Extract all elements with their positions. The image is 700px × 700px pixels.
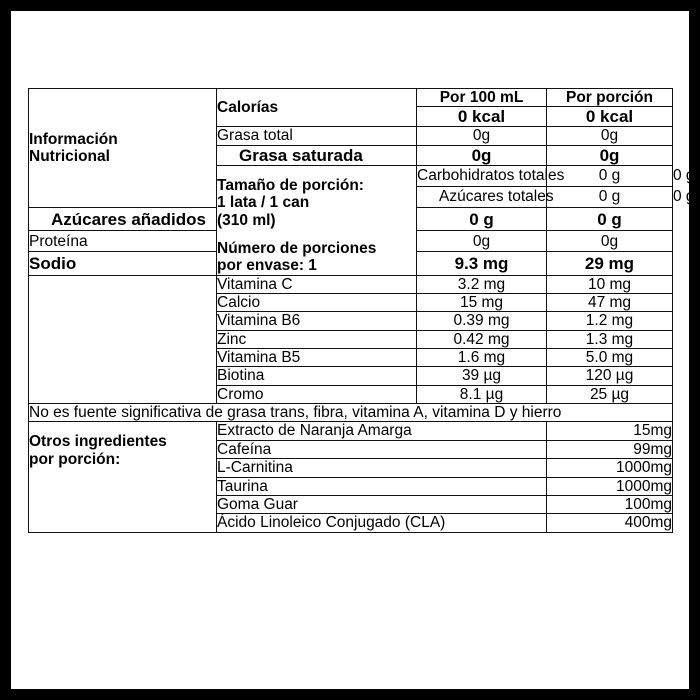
nutrient-name: Carbohidratos totales [417,165,547,186]
ingredient-amount: 100mg [547,495,673,513]
nutrient-per-serving: 0g [547,145,673,165]
nutrient-per-100ml: 8.1 µg [417,385,547,403]
ingredient-name: Taurina [217,477,547,495]
ingredient-name: Goma Guar [217,495,547,513]
ingredient-amount: 1000mg [547,477,673,495]
nutrient-name: Proteína [29,231,217,252]
nutrient-name: Azúcares añadidos [29,208,217,231]
nutrient-name: Grasa total [217,127,417,145]
nutrient-name: Calcio [217,293,417,311]
other-ingredients-line1: Otros ingredientes [29,433,167,451]
ingredient-amount: 400mg [547,514,673,532]
nutrient-per-serving: 1.2 mg [547,312,673,330]
nutrient-per-100ml: 0 g [547,186,673,207]
nutrient-name: Grasa saturada [217,145,417,165]
ingredient-name: Cafeína [217,440,547,458]
table-row: Tamaño de porción: 1 lata / 1 can (310 ml) Número de porciones por envase: 1 Carbohidratos totales 0 g 0 g [217,167,695,275]
column-header-per-100ml: Por 100 mL [417,89,547,107]
calories-per-100ml: 0 kcal [417,107,547,127]
nutrient-name: Sodio [29,252,217,275]
servings-per-container-line2: por envase: 1 [217,257,317,275]
ingredient-name: Extracto de Naranja Amarga [217,422,547,440]
serving-size-label: Tamaño de porción: [217,176,364,194]
nutrient-per-serving: 0g [547,127,673,145]
nutrient-per-100ml: 0 g [417,208,547,231]
nutrient-per-100ml: 0.39 mg [417,312,547,330]
nutrient-name: Cromo [217,385,417,403]
serving-info-cell [217,165,417,275]
disclaimer-text: No es fuente significativa de grasa trans, fibra, vitamina A, vitamina D y hierro [29,404,673,422]
nutrient-per-serving: 0g [547,231,673,252]
servings-per-container-line1: Número de porciones [217,239,377,257]
nutrient-per-serving: 10 mg [547,275,673,293]
calories-per-serving: 0 kcal [547,107,673,127]
nutrient-name: Vitamina C [217,275,417,293]
other-ingredients-line2: por porción: [29,450,121,468]
column-header-per-serving: Por porción [547,89,673,107]
ingredient-amount: 15mg [547,422,673,440]
nutrition-facts-table [28,88,695,533]
ingredient-amount: 99mg [547,440,673,458]
nutrient-per-serving: 1.3 mg [547,330,673,348]
ingredient-amount: 1000mg [547,459,673,477]
table-row [29,275,673,293]
other-ingredients-cell [29,422,217,532]
nutrient-name: Vitamina B6 [217,312,417,330]
nutrition-title-cell [29,89,217,208]
nutrient-per-serving: 5.0 mg [547,349,673,367]
nutrient-per-serving: 25 µg [547,385,673,403]
nutrient-per-100ml: 0 g [547,165,673,186]
blank-left-cell [29,275,217,404]
nutrient-per-100ml: 0.42 mg [417,330,547,348]
serving-size-volume: (310 ml) [217,211,276,229]
nutrient-per-100ml: 9.3 mg [417,252,547,275]
nutrient-per-serving: 120 µg [547,367,673,385]
nutrient-per-serving: 29 mg [547,252,673,275]
table-row-ingredient [29,422,673,440]
table-row: Azúcares totales 0 g 0 g [29,186,673,207]
nutrient-name: Azúcares totales [417,186,547,207]
nutrition-facts-panel [28,88,695,533]
spacer [217,229,416,240]
nutrition-title-line2: Nutricional [29,148,110,166]
calories-label: Calorías [217,89,417,127]
nutrient-name: Biotina [217,367,417,385]
ingredient-name: Ácido Linoleico Conjugado (CLA) [217,514,547,532]
nutrient-name: Zinc [217,330,417,348]
table-row-header-units [29,89,673,107]
serving-size-value: 1 lata / 1 can [217,194,310,212]
nutrient-name: Vitamina B5 [217,349,417,367]
nutrient-per-serving: 47 mg [547,293,673,311]
nutrition-title-line1: Información [29,130,118,148]
ingredient-name: L-Carnitina [217,459,547,477]
nutrient-per-100ml: 39 µg [417,367,547,385]
label-page [11,11,695,689]
nutrient-per-100ml: 0g [417,145,547,165]
nutrient-per-100ml: 1.6 mg [417,349,547,367]
nutrient-per-100ml: 0g [417,231,547,252]
nutrient-per-100ml: 0g [417,127,547,145]
nutrient-per-100ml: 15 mg [417,293,547,311]
nutrient-per-100ml: 3.2 mg [417,275,547,293]
nutrient-per-serving: 0 g [547,208,673,231]
table-row-disclaimer [29,404,673,422]
